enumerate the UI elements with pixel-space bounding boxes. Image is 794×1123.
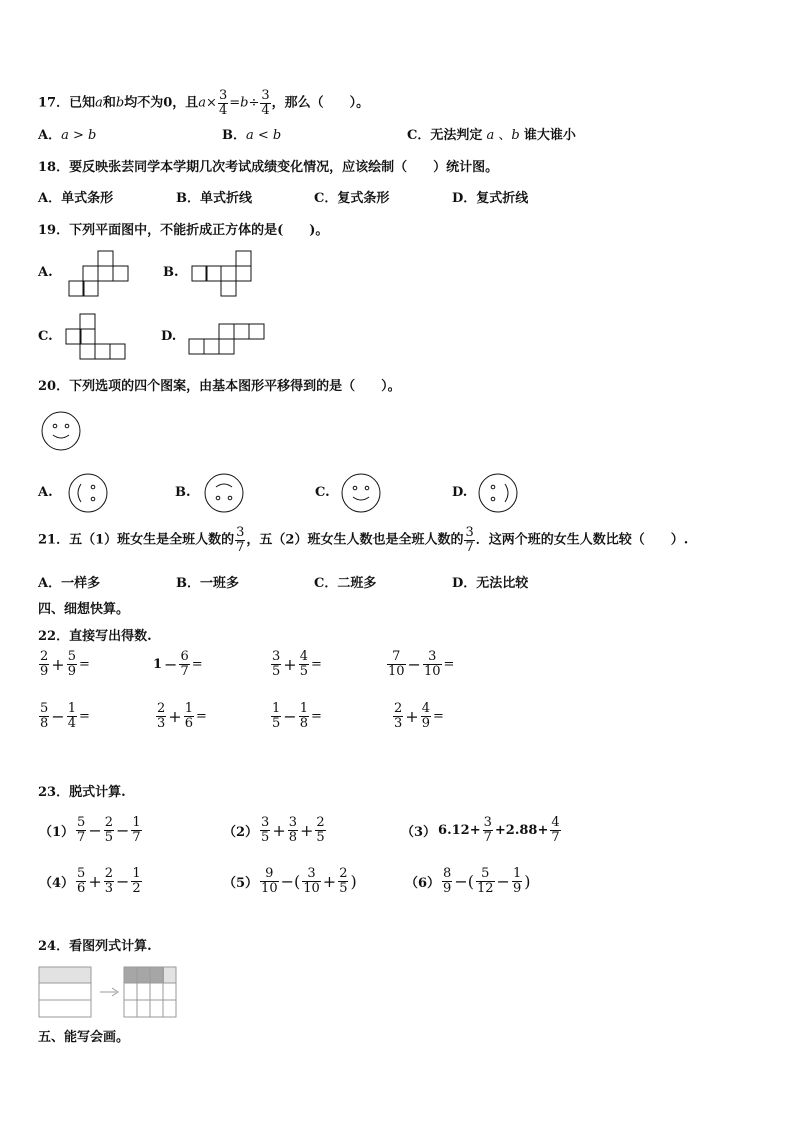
- option-c-figure[interactable]: [340, 472, 382, 514]
- q23-part-4: （4） $\frac{5}{6}$ + $\frac{2}{3}$ − $\frac{1}{2}$: [39, 866, 141, 896]
- option-d-figure[interactable]: [477, 472, 519, 514]
- fraction: $\frac{3}{7}$: [236, 525, 245, 555]
- q21-option-d[interactable]: D．无法比较: [452, 576, 529, 591]
- q23-part-6: （6） $\frac{8}{9}$ −( $\frac{5}{12}$ − $\frac{1}{9}$ ): [405, 866, 531, 896]
- question-23: 23．脱式计算.: [38, 785, 126, 800]
- q20-label-b[interactable]: B.: [175, 485, 191, 500]
- q19-label-d[interactable]: D.: [161, 329, 177, 344]
- q22-item-7: $\frac{1}{5}$ − $\frac{1}{8}$ =: [272, 701, 322, 731]
- question-21: 21．五（1）班女生是全班人数的 $\frac{3}{7}$ ，五（2）班女生人数也是全班人数的 $\frac{3}{7}$ ．这两个班的女生人数比较（ ）.: [38, 525, 689, 555]
- q19-label-c[interactable]: C.: [38, 329, 53, 344]
- q18-option-a[interactable]: A．单式条形: [38, 191, 114, 206]
- q23-part-3: （3） 6.12+ $\frac{3}{7}$ +2.88+ $\frac{4}{7}$: [401, 815, 560, 845]
- q20-label-d[interactable]: D.: [452, 485, 468, 500]
- fraction: $\frac{3}{7}$: [465, 525, 474, 555]
- q19-label-a[interactable]: A.: [38, 265, 53, 280]
- q22-item-5: $\frac{5}{8}$ − $\frac{1}{4}$ =: [40, 701, 90, 731]
- q21-option-c[interactable]: C．二班多: [314, 576, 377, 591]
- q17-option-a[interactable]: A．a > b: [38, 128, 97, 143]
- q18-option-d[interactable]: D．复式折线: [452, 191, 529, 206]
- base-smiley-figure: [40, 410, 82, 452]
- option-a-figure[interactable]: [67, 472, 109, 514]
- q20-label-a[interactable]: A.: [38, 485, 53, 500]
- q23-part-5: （5） $\frac{9}{10}$ −( $\frac{3}{10}$ + $\frac{2}{5}$ ): [223, 866, 357, 896]
- q22-item-2: 1 − $\frac{6}{7}$ =: [153, 649, 203, 679]
- q22-item-1: $\frac{2}{9}$ + $\frac{5}{9}$ =: [40, 649, 90, 679]
- q21-option-a[interactable]: A．一样多: [38, 576, 101, 591]
- q23-part-1: （1） $\frac{5}{7}$ − $\frac{2}{5}$ − $\frac{1}{7}$: [39, 815, 141, 845]
- question-24: 24．看图列式计算.: [38, 939, 152, 954]
- q18-option-c[interactable]: C．复式条形: [314, 191, 390, 206]
- q23-part-2: （2） $\frac{3}{5}$ + $\frac{3}{8}$ + $\frac{2}{5}$: [223, 815, 325, 845]
- q20-label-c[interactable]: C.: [315, 485, 330, 500]
- fraction: $\frac{3}{4}$: [261, 88, 270, 118]
- question-19: 19．下列平面图中，不能折成正方体的是( )。: [38, 223, 329, 238]
- fraction: $\frac{3}{4}$: [218, 88, 228, 118]
- question-22: 22．直接写出得数.: [38, 629, 152, 644]
- q19-label-b[interactable]: B.: [163, 265, 179, 280]
- q17-option-b[interactable]: B．a < b: [222, 128, 282, 143]
- section-4-heading: 四、细想快算。: [38, 602, 130, 617]
- q24-diagram: [38, 966, 180, 1018]
- q18-option-b[interactable]: B．单式折线: [176, 191, 252, 206]
- q22-item-8: $\frac{2}{3}$ + $\frac{4}{9}$ =: [394, 701, 444, 731]
- option-b-figure[interactable]: [203, 472, 245, 514]
- section-5-heading: 五、能写会画。: [38, 1030, 130, 1045]
- question-18: 18．要反映张芸同学本学期几次考试成绩变化情况，应该绘制（ ）统计图。: [38, 160, 499, 175]
- q22-item-6: $\frac{2}{3}$ + $\frac{1}{6}$ =: [157, 701, 207, 731]
- cube-net-c: [65, 313, 127, 361]
- cube-net-d: [188, 323, 266, 357]
- q21-option-b[interactable]: B．一班多: [176, 576, 239, 591]
- cube-net-a: [68, 250, 130, 298]
- q22-item-4: $\frac{7}{10}$ − $\frac{3}{10}$ =: [388, 649, 455, 679]
- question-20: 20．下列选项的四个图案，由基本图形平移得到的是（ ）。: [38, 379, 401, 394]
- cube-net-b: [191, 250, 253, 298]
- question-17: 17．已知a和b均不为0，且a× $\frac{3}{4}$ =b÷ $\frac{3}{4}$ ，那么（ ）。: [38, 88, 370, 118]
- q22-item-3: $\frac{3}{5}$ + $\frac{4}{5}$ =: [272, 649, 322, 679]
- q17-option-c[interactable]: C．无法判定 a 、b 谁大谁小: [407, 128, 576, 143]
